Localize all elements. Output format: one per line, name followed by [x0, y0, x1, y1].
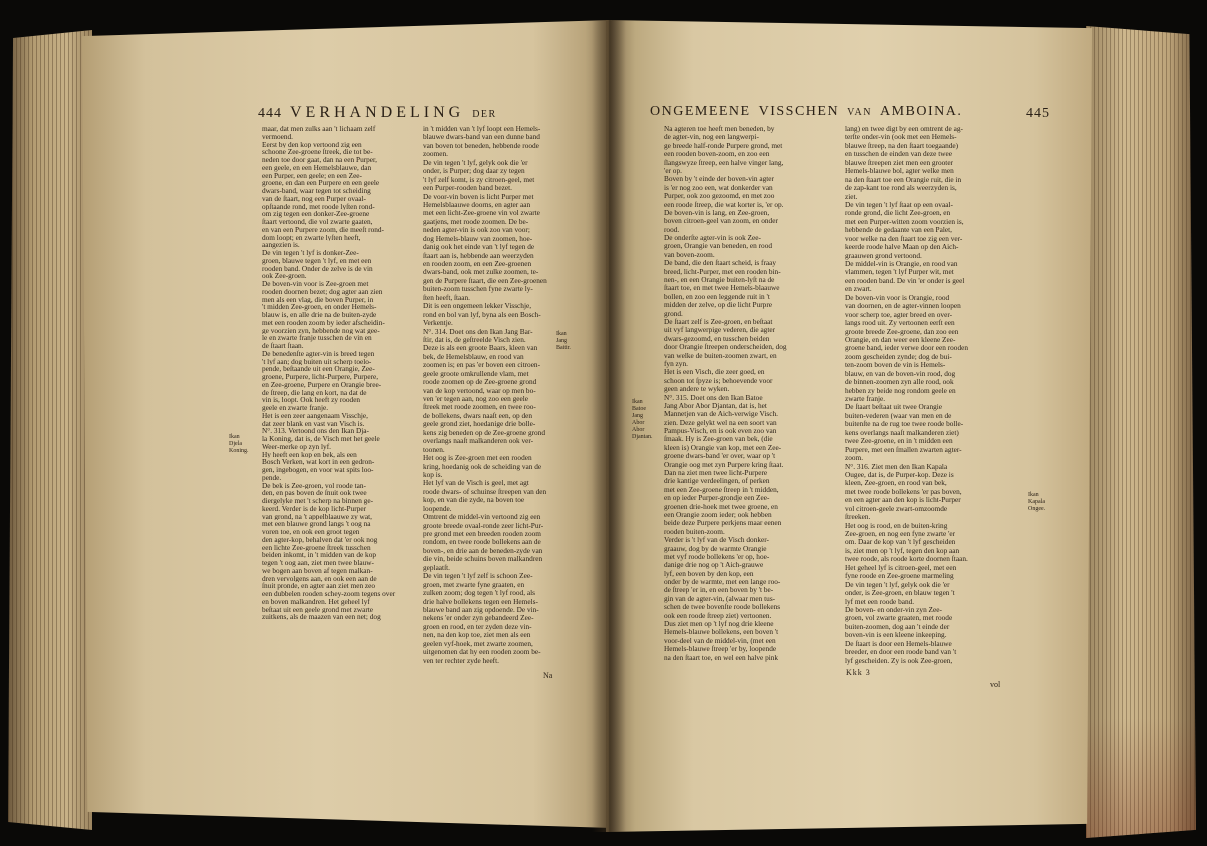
text-line: groene, Purpere, licht-Purpere, Purpere,: [262, 373, 379, 381]
text-line: de ſtreep, die lang en kort, na dat de: [262, 388, 367, 397]
text-line: Purper, ook zoo gezoomd, en met zoo: [664, 192, 775, 201]
text-line: die vin, beide schuins boven malkandren: [423, 555, 543, 564]
text-line: om. Daar de kop van 't lyf gescheiden: [845, 538, 956, 547]
text-line: we bogen aan boven af tegen malkan-: [262, 566, 373, 575]
text-line: ven 'er tegen aan, nog zoo een geele: [423, 395, 529, 403]
text-line: dren vervolgens aan, en ook een aan de: [262, 574, 377, 583]
left-page-number: 444: [258, 106, 282, 121]
text-line: Boven by 't einde der boven-vin agter: [664, 175, 774, 184]
text-line: rond en bol van lyf, byna als een Bosch-: [423, 310, 541, 319]
text-line: lang) en twee digt by een omtrent de ag-: [845, 125, 963, 133]
text-line: geele grond ziet, hoedanige drie bolle-: [423, 420, 536, 429]
text-line: gen de Purpere ſtaart, die een Zee-groenen: [423, 276, 547, 285]
text-line: en zwart.: [845, 285, 872, 294]
text-line: een Purper-rooden band bezet.: [423, 184, 512, 193]
text-line: schoon tot ſpyze is; behoevende voor: [664, 376, 773, 385]
text-line: maar, dat men zulks aan 't lichaam zelf: [262, 125, 376, 133]
text-line: blauw is, en alle drie na de buiten-zyde: [262, 311, 377, 319]
text-line: neden toe door gaat, dan na een Purper,: [262, 156, 377, 164]
margin-note-ikan-kapala-ongee: [1028, 492, 1045, 513]
text-line: een roode ſtreep, die wat korter is, 'er op.: [664, 200, 784, 209]
text-line: Verder is 't lyf van de Visch donker-: [664, 536, 769, 545]
text-line: onder, is Zee-groen, en blauw tegen 't: [845, 589, 955, 598]
text-line: De boven- en onder-vin zyn Zee-: [845, 605, 942, 614]
text-line: Het lyf van de Visch is geel, met agt: [423, 479, 529, 488]
text-line: Verkentje.: [423, 319, 453, 328]
text-line: geelen vyf-hoek, met zwarte zoomen,: [423, 639, 533, 648]
text-line: rondom, en twee roode bollekens aan de: [423, 538, 541, 547]
text-line: met vyf roode bollekens 'er op, hoe-: [664, 552, 770, 561]
margin-note-line: Jang: [556, 338, 567, 344]
text-line: rood.: [664, 225, 680, 234]
right-running-head: [650, 104, 962, 120]
text-line: drie kantige verdeelingen, of perken: [664, 477, 770, 486]
text-line: de zap-kant toe rond als weerzyden is,: [845, 184, 957, 193]
text-line: Hemels-blauwe bol, agter welke men: [845, 167, 954, 176]
text-line: van de ſtaart, nog een Purper ovaal-: [262, 194, 366, 203]
text-line: De vin tegen 't lyf zelf is schoon Zee-: [423, 572, 533, 581]
text-line: ſtaart vertoond, die vol zwarte gaaten,: [262, 218, 373, 226]
text-line: ſtaart aan is, hebbende aan weerzyden: [423, 251, 534, 260]
text-line: De onderſte agter-vin is ook Zee-: [664, 234, 761, 243]
text-line: met een blauwe grond langs 't oog na: [262, 520, 371, 528]
running-head-word: AMBOINA.: [879, 104, 963, 119]
margin-note-ikan-djela-koning: [229, 434, 249, 455]
text-line: ziet.: [845, 192, 858, 201]
text-line: De bek is Zee-groen, vol roode tan-: [262, 481, 366, 490]
text-line: blauwe band aan zig opdoende. De vin-: [423, 605, 539, 614]
text-line: zuitkens, als de maazen van een net; dog: [262, 613, 381, 621]
text-line: twee Zee-groene, en in 't midden een: [845, 437, 953, 446]
text-line: Jang Abor Abor Djantan, dat is, het: [664, 401, 767, 410]
right-catchword: vol: [990, 680, 1001, 689]
text-line: le en zwarte franje tusschen de vin en: [262, 334, 372, 342]
margin-note-line: Ikan: [556, 331, 567, 337]
text-line: geele groote omkrullende vlam, met: [423, 369, 529, 378]
text-line: onder, is Purper; dog daar zy tegen: [423, 167, 525, 176]
text-line: pre grond met een breeden rooden zoom: [423, 530, 541, 538]
text-line: fyne roode en Zee-groene marmeling: [845, 572, 954, 581]
text-line: groen, Orangie van beneden, en rood: [664, 242, 772, 251]
text-line: lyf met een roode band.: [845, 597, 915, 606]
running-head-word: VISSCHEN: [758, 104, 840, 119]
text-line: gen, ingebogen, en voor wat spits loo-: [262, 466, 374, 474]
text-line: Purpere, met een ſmallen zwarten agter-: [845, 445, 962, 454]
margin-note-line: Ikan: [632, 399, 643, 405]
text-line: ge voorzien zyn, hebbende nog wat gee-: [262, 326, 380, 335]
text-line: met een Purper-witten zoom voorzien is,: [845, 217, 964, 226]
text-line: roode dwars- of schuinse ſtreepen van den: [423, 487, 547, 496]
text-line: De ſtaart is door een Hemels-blauwe: [845, 639, 952, 648]
text-line: lyf, een boven by den kop, een: [664, 569, 754, 578]
text-line: met een Zee-groene ſtreep in 't midden,: [664, 485, 779, 494]
text-line: Deze is als een groote Baars, kleen van: [423, 344, 538, 353]
margin-note-ikan-batoe: [632, 399, 653, 441]
running-head-word: VAN: [847, 107, 872, 118]
text-line: beide deze Purpere perkjens maar eenen: [664, 519, 782, 528]
text-line: een rooden boven-zoom, en zoo een: [664, 150, 770, 159]
text-line: keerde roode halve Maan op den Aich-: [845, 243, 959, 252]
margin-note-line: Ikan: [229, 434, 240, 440]
text-line: N°. 315. Doet ons den Ikan Batoe: [664, 393, 763, 402]
text-line: is 'er nog zoo een, wat donkerder van: [664, 183, 773, 192]
text-line: vol citroen-geele zwart-omzoomde: [845, 504, 948, 513]
text-line: lyf gescheiden. Zy is ook Zee-groen,: [845, 656, 953, 665]
text-line: N°. 314. Doet ons den Ikan Jang Bar-: [423, 327, 533, 336]
text-line: een rooden band. De vin 'er onder is geel: [845, 276, 965, 285]
text-line: onder by de warmte, met een lange roo-: [664, 578, 781, 587]
text-line: De vin tegen 't lyf is donker-Zee-: [262, 249, 359, 257]
text-line: grond.: [664, 309, 683, 318]
text-line: een lichte Zee-groene ſtreek tusschen: [262, 543, 371, 552]
text-line: groen, blauwe tegen 't lyf, en met een: [262, 256, 372, 265]
text-line: roode zoomen op de Zee-groene grond: [423, 378, 537, 387]
text-line: en boven malkandren. Het geheel lyf: [262, 597, 370, 606]
text-line: ook een roode ſtreep ziet) vertoonen.: [664, 611, 772, 620]
text-line: geplaatſt.: [423, 563, 450, 572]
text-line: dwars-band, ook met zulke zoomen, te-: [423, 268, 539, 277]
text-line: met een licht-Zee-groene vin vol zwarte: [423, 209, 540, 218]
text-line: ſtreek met roode zoomen, en twee roo-: [423, 403, 536, 412]
text-line: en van een Purpere zoom, die meeſt rond-: [262, 225, 384, 234]
text-line: rooden band. Onder de zelve is de vin: [262, 264, 373, 273]
running-head-title: VERHANDELING: [290, 104, 465, 121]
text-line: Hy heeft een kop en bek, als een: [262, 450, 357, 459]
text-line: Weer-merke op zyn lyf.: [262, 442, 331, 451]
text-line: Hemelsblaauwe doorns, en agter aan: [423, 200, 531, 209]
text-line: ſlangswyze ſtreep, een halve vinger lang,: [664, 158, 784, 167]
text-line: ſtaart toe, en met twee Hemels-blaauwe: [664, 284, 780, 293]
text-line: de ſtreep 'er in, en een boven by 't be-: [664, 586, 774, 595]
text-line: Hemels-blauwe ſtreep 'er by, loopende: [664, 645, 777, 654]
text-line: Het oog is Zee-groen met een rooden: [423, 454, 532, 463]
text-line: Het is een zeer aangenaam Visschje,: [262, 411, 368, 420]
text-line: dwars-band, waar tegen tot scheiding: [262, 187, 371, 195]
text-line: Na agteren toe heeft men beneden, by: [664, 125, 775, 133]
text-line: toonen.: [423, 445, 445, 454]
text-line: den agter-kop, behalven dat 'er ook nog: [262, 535, 378, 544]
text-line: door Orangie ſtreepen onderscheiden, dog: [664, 343, 787, 352]
text-line: De vin tegen 't lyf, gelyk ook die 'er: [423, 158, 528, 167]
text-line: Zee-groen, en nog een fyne zwarte 'er: [845, 530, 956, 538]
text-line: buiten-vederen (waar van men en de: [845, 411, 952, 420]
text-line: midden der zelve, op die licht Purpre: [664, 301, 772, 310]
text-line: blauwe dwars-band van een dunne band: [423, 133, 540, 142]
text-line: terſte onder-vin (ook met een Hemels-: [845, 133, 957, 142]
text-line: nen-, en een Orangie buiten-lyſt na de: [664, 276, 775, 285]
text-line: voor-deel van de middel-vin, (met een: [664, 636, 776, 645]
text-line: Dus ziet men op 't lyf nog drie kleene: [664, 620, 774, 629]
text-line: 'er op.: [664, 166, 682, 175]
text-line: blauw, en van de boven-vin rood, dog: [845, 369, 956, 378]
text-line: om zig tegen een donker-Zee-groene: [262, 210, 370, 218]
right-page-column-2: [845, 125, 1021, 670]
margin-note-line: Djantan.: [632, 434, 653, 440]
text-line: Pampus-Visch, en is ook even zoo van: [664, 427, 777, 436]
text-line: beiden inkomt, in 't midden van de kop: [262, 551, 376, 559]
text-line: na den ſtaart toe, en wel een halve pink: [664, 653, 779, 662]
text-line: zoom.: [845, 454, 864, 463]
text-line: ſtreeken.: [845, 513, 871, 522]
text-line: en tusschen de einden van deze twee: [845, 150, 952, 159]
text-line: is, ziet men op 't lyf, tegen den kop aan: [845, 546, 960, 555]
text-line: ge breede half-ronde Purpere grond, met: [664, 141, 783, 150]
text-line: schoone Zee-groene ſtreek, die tot be-: [262, 148, 373, 156]
text-line: buiten-zoom tusschen fyne zwarte ly-: [423, 285, 533, 294]
text-line: na den ſtaart toe een Orangie ruit, die in: [845, 175, 962, 184]
text-line: zwarte franje.: [845, 395, 886, 403]
text-line: gaatjens, met roode zoomen. De be-: [423, 217, 529, 226]
text-line: Dan na ziet men twee licht-Purpere: [664, 469, 768, 478]
text-line: drie halve bollekens tegen een Hemels-: [423, 597, 538, 606]
text-line: opſtaande rond, met roode lyſten rond-: [262, 202, 375, 211]
text-line: uitgenomen dat hy een rooden zoom be-: [423, 648, 541, 657]
text-line: voor scherp toe, agter breed en over-: [845, 310, 953, 319]
text-line: De voor-vin boven is licht Purper met: [423, 192, 534, 201]
text-line: ſten heeft, ſtaan.: [423, 293, 471, 302]
margin-note-line: Koning.: [229, 448, 249, 454]
text-line: vlammen, tegen 't lyf Purper wit, met: [845, 268, 954, 277]
text-line: zoomen is; en pas 'er boven een citroen-: [423, 361, 541, 370]
text-line: groen, met zwarte fyne graaten, en: [423, 580, 525, 589]
text-line: keerd. Verder is de kop licht-Purper: [262, 504, 367, 513]
text-line: 't lyf aan; dog buiten uit scherp toelo-: [262, 357, 372, 366]
text-line: kleen, Zee-groen, en rood van bek,: [845, 479, 947, 488]
text-line: 't midden Zee-groen, en onder Hemels-: [262, 303, 377, 311]
text-line: overlangs naaſt malkanderen ook ver-: [423, 437, 534, 446]
text-line: hebben zy beide nog rondom geele en: [845, 386, 956, 395]
text-line: Het is een Visch, die zeer goed, en: [664, 368, 765, 377]
text-line: ronde grond, die licht Zee-groen, en: [845, 209, 951, 218]
text-line: loopende.: [423, 504, 452, 513]
left-page-stack: [8, 30, 92, 830]
text-line: rooden buiten-zoom.: [664, 527, 725, 536]
text-line: groote breede Zee-groene, dan zoo een: [845, 327, 959, 336]
text-line: met een rooden zoom by ieder afscheidin-: [262, 318, 385, 327]
right-page-stack: [1086, 26, 1196, 838]
text-line: nen, na den kop toe, ziet men als een: [423, 631, 531, 640]
text-line: beſtaat uit een geele grond met zwarte: [262, 605, 374, 614]
text-line: kop is.: [423, 470, 443, 479]
margin-note-ikan-jang-baitir: [556, 331, 571, 352]
text-line: bollen, en zoo een leggende ruit in 't: [664, 292, 770, 301]
margin-note-line: Abor: [632, 420, 645, 426]
text-line: boven-, en drie aan de beneden-zyde van: [423, 546, 543, 555]
text-line: De ſtaart beſtaat uit twee Orangie: [845, 403, 943, 412]
text-line: kens zig beneden op de Zee-groene grond: [423, 428, 545, 437]
margin-note-line: Abor: [632, 427, 645, 433]
text-line: zulken zoom; dog tegen 't lyf rood, als: [423, 589, 535, 598]
text-line: De band, die den ſtaart scheid, is fraay: [664, 259, 777, 268]
margin-note-line: Kapala: [1028, 499, 1045, 505]
text-line: blauwe ſtreep, na den ſtaart toegaande): [845, 141, 959, 150]
text-line: De vin tegen 't lyf ſtaat op een ovaal-: [845, 200, 953, 209]
text-line: de ſtaart ſtaan.: [262, 342, 304, 350]
text-line: dat zeer blank en vast van Visch is.: [262, 419, 365, 428]
text-line: van welke de buiten-zoomen zwart, en: [664, 351, 777, 360]
text-line: graauwen grond vertoond.: [845, 251, 922, 260]
text-line: buitenſte na de rug toe twee roode bolle-: [845, 420, 964, 429]
running-head-word: ONGEMEENE: [650, 104, 751, 119]
text-line: De ſtaart zelf is Zee-groen, en beſtaat: [664, 317, 773, 326]
text-line: met twee roode bollekens 'er pas boven,: [845, 487, 962, 496]
text-line: groene dwars-band 'er over, waar op 't: [664, 452, 776, 461]
text-line: en op ieder Purper-grondje een Zee-: [664, 494, 770, 503]
text-line: Bosch Verken, wat kort in een gedron-: [262, 458, 375, 466]
text-line: kleen is) Orangie van kop, met een Zee-: [664, 443, 782, 452]
text-line: De boven-vin voor is Zee-groen met: [262, 280, 369, 288]
text-line: en Zee-groene, Purpere en Orangie bree-: [262, 380, 382, 389]
text-line: de bollekens, dwars naaſt een, op den: [423, 411, 533, 420]
text-line: buiten-zoomen, dog aan 't einde der: [845, 622, 950, 631]
text-line: De vin tegen 't lyf, gelyk ook die 'er: [845, 580, 950, 589]
text-line: vin is, loopt. Ook heeft zy rooden: [262, 396, 361, 404]
text-line: den, en pas boven de ſnuit ook twee: [262, 489, 367, 497]
text-line: en een agter aan den kop is licht-Purper: [845, 496, 961, 505]
text-line: de agter-vin, nog een langwerpi-: [664, 133, 759, 142]
text-line: zoomen.: [423, 150, 448, 159]
text-line: groen, vol zwarte graaten, met roode: [845, 614, 953, 623]
text-line: blauwe ſtreepen ziet men een grooter: [845, 158, 953, 167]
margin-note-line: Jang: [632, 413, 643, 419]
text-line: van de kop vertoond, waar op men bo-: [423, 386, 536, 395]
text-line: tegen 't oog aan, ziet men twee blauw-: [262, 559, 374, 567]
text-line: dog Hemels-blauw van zoomen, hoe-: [423, 234, 533, 243]
text-line: groote breede ovaal-ronde zeer licht-Pur-: [423, 521, 544, 530]
margin-note-line: Ongee.: [1028, 506, 1046, 512]
margin-note-line: Ikan: [1028, 492, 1039, 498]
text-line: breed, licht-Purper, met een rooden bin-: [664, 267, 781, 276]
text-line: pende, beſtaande uit een Orangie, Zee-: [262, 365, 375, 373]
text-line: Ougee, dat is, de Purper-kop. Deze is: [845, 470, 954, 479]
margin-note-line: Djela: [229, 441, 242, 447]
left-page-column-2: [423, 125, 563, 673]
text-line: van doornen, en de agter-vinnen loopen: [845, 302, 961, 311]
text-line: kop, en van die zyde, na boven toe: [423, 496, 525, 505]
text-line: Orangie, en dan weer een kleene Zee-: [845, 335, 956, 344]
text-line: pende.: [262, 473, 282, 482]
text-line: neden agter-vin is ook zoo van voor;: [423, 226, 530, 235]
text-line: dwars-gezoomd, en tusschen beiden: [664, 334, 770, 343]
left-catchword: Na: [543, 671, 553, 680]
text-line: N°. 316. Ziet men den Ikan Kapala: [845, 462, 948, 471]
text-line: groenen drie-hoek met twee groene, en: [664, 502, 778, 511]
text-line: voren toe, en ook een groot tegen: [262, 528, 360, 536]
text-line: De boven-vin is lang, en Zee-groen,: [664, 208, 770, 217]
text-line: Eerst by den kop vertoond zig een: [262, 140, 362, 149]
book-gutter: [592, 20, 626, 832]
text-line: zoom gescheiden zynde; dog de bui-: [845, 352, 952, 361]
signature-mark: Kkk 3: [846, 668, 871, 677]
text-line: De boven-vin voor is Orangie, rood: [845, 293, 950, 302]
text-line: kring, hoedanig ook de scheiding van de: [423, 462, 542, 471]
text-line: een geele, en een Hemelsblauwe, dan: [262, 163, 372, 172]
text-line: Mannetjen van de Aich-verwige Visch.: [664, 410, 778, 419]
text-line: kens overlangs naaſt malkanderen ziet): [845, 428, 959, 437]
text-line: vermoend.: [262, 132, 294, 141]
text-line: aangezien is.: [262, 241, 300, 249]
text-line: diergelyke met 't scherp na binnen ge-: [262, 497, 373, 505]
running-head-end: DER: [472, 109, 497, 120]
left-running-head: [258, 104, 497, 122]
margin-note-line: Batoe: [632, 406, 646, 412]
text-line: rooden doornen bezet; dog agter aan zien: [262, 287, 383, 296]
text-line: geele en zwarte franje.: [262, 404, 329, 412]
text-line: danig ook het einde van 't lyf tegen de: [423, 243, 535, 252]
text-line: fyn zyn.: [664, 359, 688, 368]
text-line: graauw, dog by de warmte Orangie: [664, 544, 767, 553]
text-line: geen andere te wyken.: [664, 385, 730, 394]
text-line: dom loopt; en zwarte lyſten heeft,: [262, 233, 361, 242]
text-line: boven citroen-geel van zoom, en onder: [664, 217, 778, 226]
text-line: De benedenſte agter-vin is breed tegen: [262, 349, 375, 358]
text-line: gin van de agter-vin, (alwaar men tus-: [664, 594, 776, 603]
text-line: de binnen-zoomen zyn alle rood, ook: [845, 378, 954, 387]
text-line: Hemels-blauwe bollekens, een boven 't: [664, 628, 779, 637]
text-line: van boven-zoom.: [664, 250, 715, 259]
text-line: van boven tot beneden, hebbende roode: [423, 141, 539, 150]
text-line: boven-vin is een kleene inkeeping.: [845, 631, 947, 640]
text-line: van grond, na 't appelblaauwe zy wat,: [262, 512, 372, 521]
right-page-column-1: [664, 125, 838, 670]
text-line: Het geheel lyf is citroen-geel, met een: [845, 563, 957, 572]
text-line: 't lyf zelf komt, is zy citroen-geel, met: [423, 175, 535, 184]
text-line: uit vyf langwerpige vederen, die agter: [664, 326, 776, 335]
text-line: langs rood uit. Zy vertoonen eerſt een: [845, 319, 955, 328]
text-line: voor welke na den ſtaart toe zig een ver-: [845, 234, 963, 243]
text-line: groene, en dan een Purpere en een geele: [262, 179, 380, 187]
text-line: Het oog is rood, en de buiten-kring: [845, 521, 948, 530]
text-line: ten-zoom boven de vin is Hemels-: [845, 361, 946, 370]
text-line: twee roode, als roode korte doornen ſtaan.: [845, 555, 968, 564]
text-line: hebbende de gedaante van een Palet,: [845, 226, 952, 235]
text-line: ſnuit pronde, en agter aan ziet men zeo: [262, 582, 376, 590]
text-line: zien. Deze gelykt wel na een soort van: [664, 418, 777, 427]
text-line: schen de twee bovenſte roode bollekens: [664, 603, 781, 612]
text-line: men als een vlag, die boven Purper, in: [262, 295, 374, 304]
margin-note-line: Baitir.: [556, 345, 571, 351]
text-line: een dubbelen rooden schey-zoom tegens over: [262, 590, 396, 598]
text-line: groene band, ieder verwe door een rooden: [845, 344, 968, 353]
text-line: danige drie nog op 't Aich-grauwe: [664, 561, 764, 570]
text-line: ſmaak. Hy is Zee-groen van bek, (die: [664, 435, 773, 444]
text-line: Omtrent de middel-vin vertoond zig een: [423, 513, 541, 522]
text-line: Orangie oog met zyn Purpere kring ſtaat.: [664, 460, 784, 469]
text-line: ook Zee-groen.: [262, 272, 307, 280]
text-line: breeder, en door een roode band van 't: [845, 648, 957, 657]
text-line: ſtir, dat is, de geſtreelde Visch zien.: [423, 335, 526, 344]
left-page-column-1: [262, 125, 418, 625]
text-line: in 't midden van 't lyf loopt een Hemels-: [423, 125, 541, 133]
text-line: ven ter rechter zyde heeft.: [423, 656, 499, 665]
text-line: en rooden zoom, en een Zee-groenen: [423, 260, 532, 268]
text-line: een Purper, een geele; en een Zee-: [262, 171, 362, 180]
text-line: N°. 313. Vertoond ons den Ikan Dja-: [262, 427, 369, 435]
right-page-number: 445: [1026, 106, 1050, 121]
text-line: De middel-vin is Orangie, en rood van: [845, 260, 958, 268]
text-line: la Koning, dat is, de Visch met het geele: [262, 435, 380, 443]
text-line: Dit is een ongemeen lekker Visschje,: [423, 302, 532, 311]
text-line: groen en rood, en ter zyden deze vin-: [423, 622, 532, 631]
text-line: bek, de Hemelsblauw, en rood van: [423, 352, 524, 361]
text-line: nekens 'er onder zyn gebandeerd Zee-: [423, 614, 534, 623]
text-line: een Orangie zoom ieder; ook hebben: [664, 510, 772, 519]
